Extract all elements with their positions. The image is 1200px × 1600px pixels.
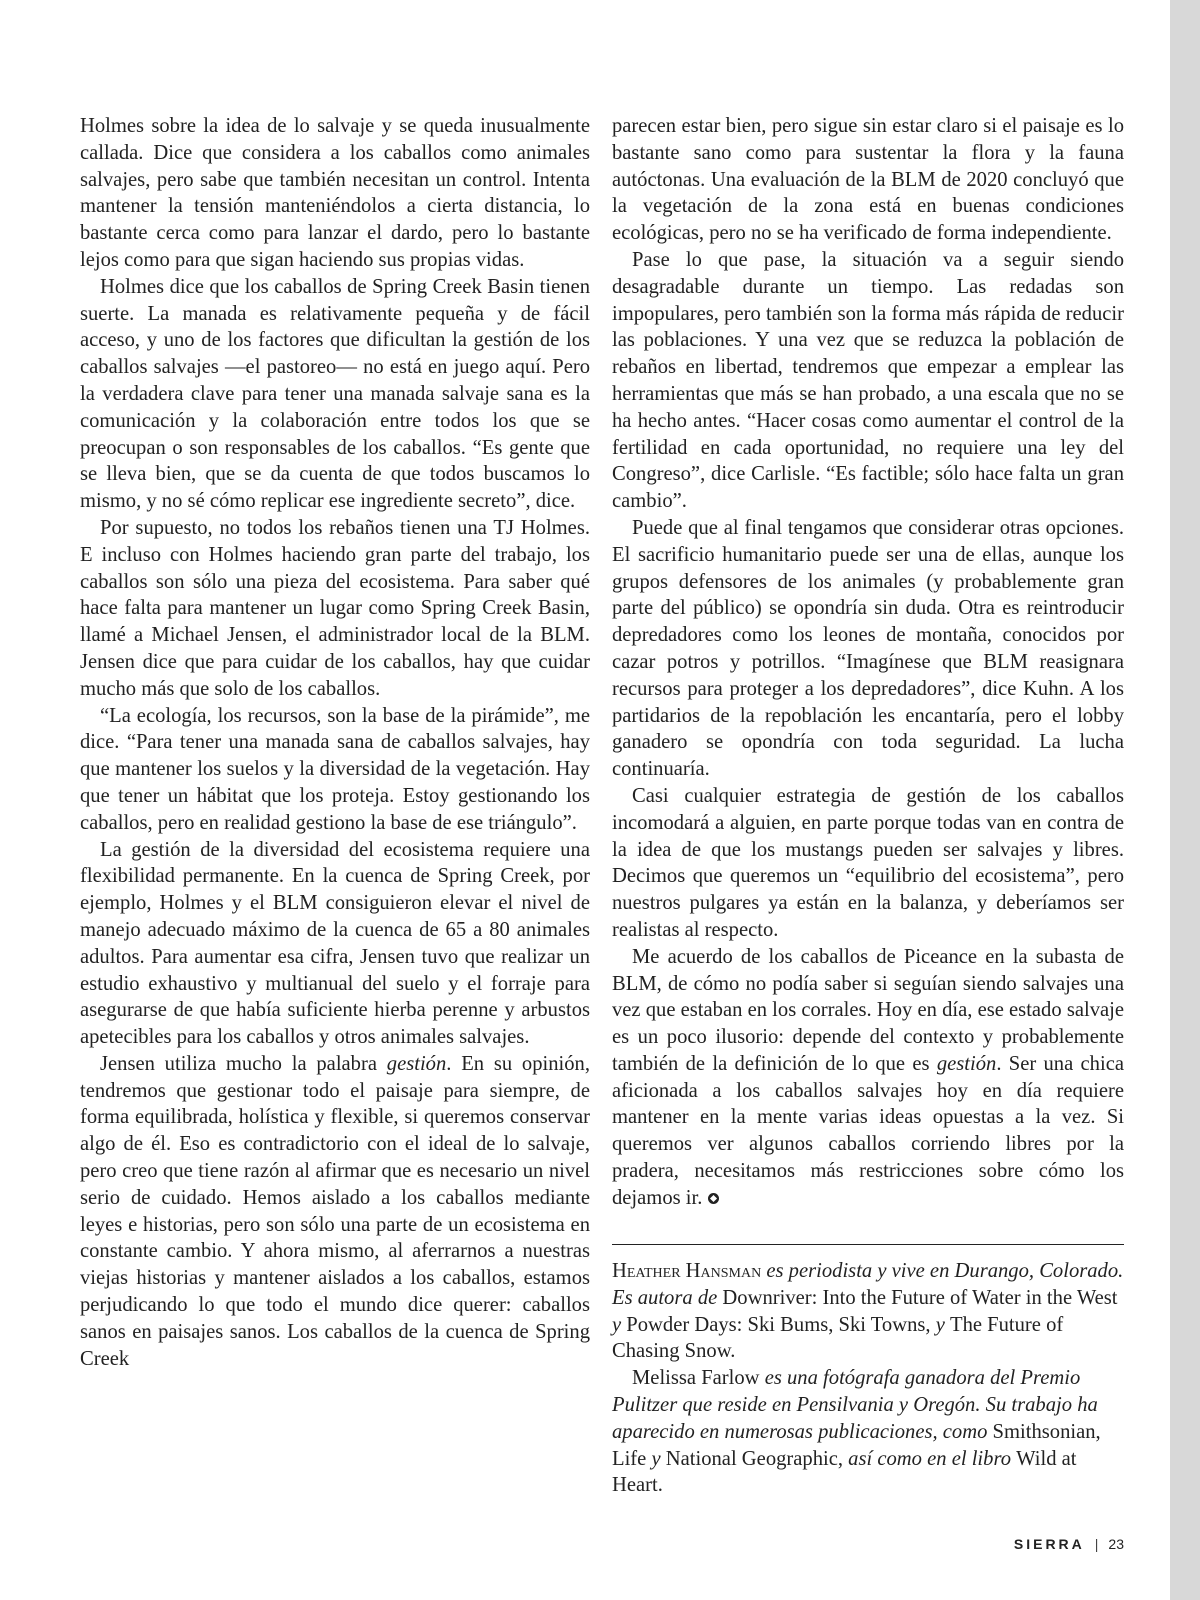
paragraph: La gestión de la diversidad del ecosistema requiere una flexibilidad permanente. En la cuenca de Spring Creek, por ejemplo, Holmes y el BLM consiguieron elevar el nivel de manejo adecuado máximo de la cuenca de 65 a 80 animales adultos. Para aumentar esa cifra, Jensen tuvo que realizar un estudio exhaustivo y multianual del suelo y el forraje para asegurarse de que había suficiente hierba perenne y arbustos apetecibles para los caballos y otros animales salvajes. (80, 838, 590, 1049)
text-run: Me acuerdo de los caballos de Piceance en la subasta de BLM, de cómo no podía saber si seguían siendo salvajes una vez que estaban en los corrales. Hoy en día, ese estado salvaje es un poco ilusorio: depende del contexto y probablemente también de la definición de lo que es (612, 945, 1124, 1075)
bio-text: y (646, 1447, 666, 1470)
bio-text: así como en el libro (843, 1447, 1017, 1470)
emphasis-text: gestión (936, 1052, 997, 1075)
bio-text: es periodista y vive en Durango, Colorado. Es autora de (612, 1260, 1124, 1309)
emphasis-text: gestión (386, 1052, 447, 1075)
text-run: Jensen utiliza mucho la palabra (100, 1052, 387, 1075)
paragraph: Puede que al final tengamos que considerar otras opciones. El sacrificio humanitario puede ser una de ellas, aunque los grupos defensores de los animales (y probablemente gran parte del público) se opondría sin duda. Otra es reintroducir depredadores como los leones de montaña, conocidos por cazar potros y potrillos. “Imagínese que BLM reasignara recursos para proteger a los depredadores”, dice Kuhn. A los partidarios de la repoblación les encantaría, pero el lobby ganadero se opondría con toda seguridad. La lucha continuaría. (612, 516, 1124, 781)
end-mark-icon (708, 1193, 719, 1204)
paragraph: Holmes dice que los caballos de Spring Creek Basin tienen suerte. La manada es relativamente pequeña y de fácil acceso, y uno de los factores que dificultan la gestión de los caballos salvajes —el pastoreo— no está en juego aquí. Pero la verdadera clave para tener una manada salvaje sana es la comunicación y la colaboración entre todos los que se preocupan o son responsables de los caballos. “Es gente que se lleva bien, que se da cuenta de que todos buscamos lo mismo, y no sé cómo replicar ese ingrediente secreto”, dice. (80, 275, 590, 513)
page-footer (1014, 1536, 1124, 1552)
footer-separator: | (1094, 1536, 1099, 1552)
publication-title: National Geographic, (665, 1447, 844, 1470)
text-run: . Ser una chica aficionada a los caballos salvajes hoy en día requiere mantener en la mente varias ideas opuestas a la vez. Si queremos ver algunos caballos corriendo libres por la pradera, necesitamos más restricciones sobre cómo los dejamos ir. (612, 1052, 1124, 1209)
publication-title: Smithsonian, Life (612, 1420, 1101, 1470)
book-title: Downriver: Into the Future of Water in the West (722, 1286, 1118, 1309)
bio-text: es una fotógrafa ganadora del Premio Pulitzer que reside en Pensilvania y Oregón. Su trabajo ha aparecido en numerosas publicaciones, como (612, 1367, 1098, 1443)
bio-divider (612, 1244, 1124, 1245)
photographer-bio (612, 1365, 1124, 1499)
author-bio (612, 1258, 1124, 1365)
book-title: The Future of Chasing Snow. (612, 1313, 1064, 1363)
article-column-left (80, 113, 590, 1372)
paragraph: parecen estar bien, pero sigue sin estar claro si el paisaje es lo bastante sano como para sustentar la flora y la fauna autóctonas. Una evaluación de la BLM de 2020 concluyó que la vegetación de la zona está en buenas condiciones ecológicas, pero no se ha verificado de forma independiente. (612, 115, 1124, 245)
page-edge-strip (1170, 0, 1200, 1600)
book-title: Wild at Heart. (612, 1447, 1077, 1497)
bio-text: y (930, 1313, 950, 1336)
paragraph: Casi cualquier estrategia de gestión de los caballos incomodará a alguien, en parte porque todas van en contra de la idea de que los mustangs pueden ser salvajes y libres. Decimos que queremos un “equilibrio del ecosistema”, pero nuestros pulgares ya están en la balanza, y deberíamos ser realistas al respecto. (612, 784, 1124, 941)
book-title: Powder Days: Ski Bums, Ski Towns, (626, 1313, 931, 1336)
magazine-name: SIERRA (1013, 1536, 1085, 1552)
paragraph: Pase lo que pase, la situación va a seguir siendo desagradable durante un tiempo. Las redadas son impopulares, pero también son la forma más rápida de reducir las poblaciones. Y una vez que se reduzca la población de rebaños en libertad, tendremos que empezar a emplear las herramientas que más se han probado, a una escala que no se ha hecho antes. “Hacer cosas como aumentar el control de la fertilidad en cada oportunidad, no requiere una ley del Congreso”, dice Carlisle. “Es factible; sólo hace falta un gran cambio”. (612, 248, 1124, 513)
bio-text: y (612, 1313, 627, 1336)
paragraph (612, 944, 1124, 1212)
text-run: . En su opinión, tendremos que gestionar todo el paisaje para siempre, de forma equilibrada, holística y flexible, si queremos conservar algo de él. Eso es contradictorio con el ideal de lo salvaje, pero creo que tiene razón al afirmar que es necesario un nivel serio de cuidado. Hemos aislado a los caballos mediante leyes e historias, pero son sólo una parte de un ecosistema en constante cambio. Y ahora mismo, al aferrarnos a nuestras viejas historias y mantener aislados a los caballos, estamos perjudicando lo que todo el mundo dice querer: caballos sanos en paisajes sanos. Los caballos de la cuenca de Spring Creek (80, 1052, 591, 1370)
paragraph: “La ecología, los recursos, son la base de la pirámide”, me dice. “Para tener una manada sana de caballos salvajes, hay que mantener los suelos y la diversidad de la vegetación. Hay que tener un hábitat que los proteja. Estoy gestionando los caballos, pero en realidad gestiono la base de ese triángulo”. (80, 704, 590, 834)
paragraph: Por supuesto, no todos los rebaños tienen una TJ Holmes. E incluso con Holmes haciendo gran parte del trabajo, los caballos son sólo una pieza del ecosistema. Para saber qué hace falta para mantener un lugar como Spring Creek Basin, llamé a Michael Jensen, el administrador local de la BLM. Jensen dice que para cuidar de los caballos, hay que cuidar mucho más que solo de los caballos. (80, 516, 590, 700)
page-number: 23 (1108, 1536, 1124, 1552)
article-column-right (612, 113, 1124, 1212)
photographer-name: Melissa Farlow (632, 1367, 760, 1390)
paragraph: Holmes sobre la idea de lo salvaje y se queda inusualmente callada. Dice que considera a los caballos como animales salvajes, pero sabe que también necesitan un control. Intenta mantener la tensión manteniéndolos a cierta distancia, lo bastante cerca como para lanzar el dardo, pero lo bastante lejos como para que sigan haciendo sus propias vidas. (80, 115, 590, 271)
author-name: Heather Hansman (612, 1260, 762, 1282)
paragraph (80, 1051, 590, 1373)
contributor-bios (612, 1258, 1124, 1499)
